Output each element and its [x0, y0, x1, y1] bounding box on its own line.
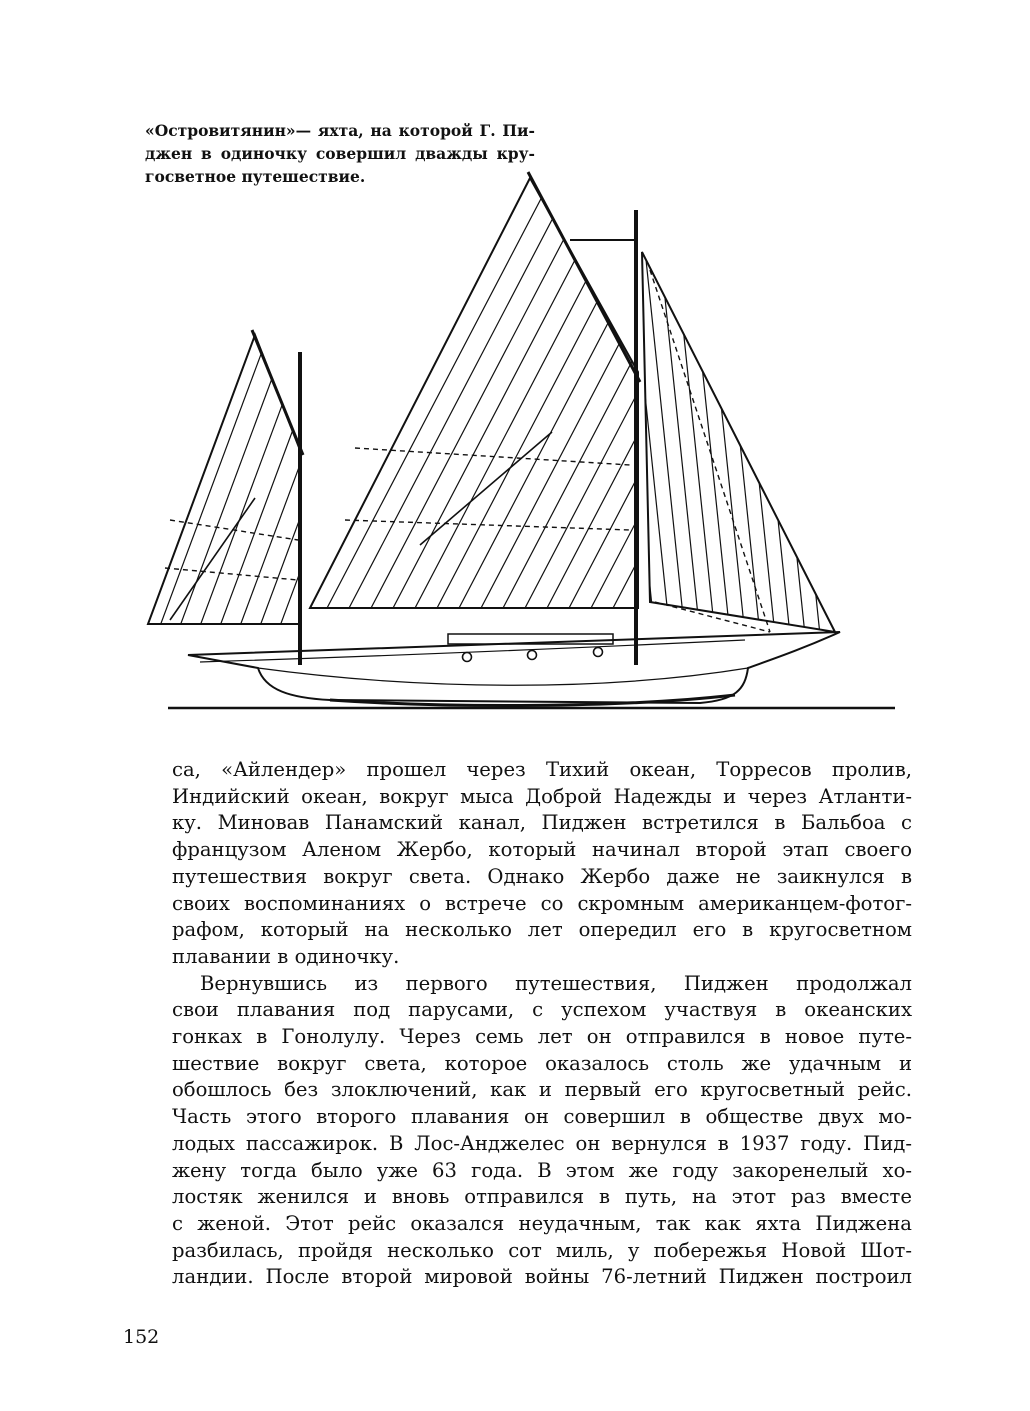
hatch-line	[675, 250, 715, 635]
text-line: Индийский океан, вокруг мыса Доброй Надежды и через Атланти-	[172, 784, 912, 808]
main-sail	[310, 178, 638, 608]
hatch-line	[660, 250, 700, 635]
text-line: ку. Миновав Панамский канал, Пиджен встретился в Бальбоа с	[172, 811, 912, 835]
hatch-line	[795, 250, 835, 635]
hatch-line	[690, 250, 730, 635]
hatch-line	[140, 330, 250, 626]
text-line: ландии. После второй мировой войны 76-летний Пиджен построил	[172, 1265, 912, 1289]
hatch-line	[645, 250, 685, 635]
hatch-line	[282, 170, 512, 610]
hatch-line	[436, 170, 666, 610]
hatch-line	[260, 330, 370, 626]
text-line: рафом, который на несколько лет опередил его в кругосветном	[172, 918, 912, 942]
hatch-line	[720, 250, 760, 635]
hatch-line	[260, 170, 490, 610]
caption-line: госветное путешествие.	[145, 167, 366, 186]
paragraph	[120, 757, 912, 971]
hatch-line	[392, 170, 622, 610]
hatch-line	[100, 330, 210, 626]
hatch-line	[735, 250, 775, 635]
hatch-line	[200, 330, 310, 626]
hatch-line	[414, 170, 644, 610]
hatch-line	[160, 330, 270, 626]
text-line: с женой. Этот рейс оказался неудачным, так как яхта Пиджена	[172, 1211, 912, 1235]
text-line: лодых пассажирок. В Лос-Анджелес он вернулся в 1937 году. Пид-	[172, 1131, 912, 1155]
hatch-line	[120, 330, 230, 626]
text-line: плавании в одиночку.	[172, 944, 400, 968]
hatch-line	[568, 170, 798, 610]
body-text	[120, 757, 912, 1291]
text-line: шествие вокруг света, которое оказалось столь же удачным и	[172, 1051, 912, 1075]
text-line: жену тогда было уже 63 года. В этом же году закоренелый хо-	[172, 1158, 912, 1182]
hatch-line	[238, 170, 468, 610]
caption-line: «Островитянин»— яхта, на которой Г. Пи-	[145, 121, 535, 140]
hatch-line	[780, 250, 820, 635]
paragraph	[120, 971, 912, 1291]
hatch-line	[458, 170, 688, 610]
hatch-line	[326, 170, 556, 610]
hatch-line	[348, 170, 578, 610]
hatch-line	[300, 330, 410, 626]
text-line: гонках в Гонолулу. Через семь лет он отправился в новое путе-	[172, 1025, 912, 1049]
hatch-line	[194, 170, 424, 610]
hatch-line	[80, 330, 190, 626]
hatch-line	[634, 170, 864, 610]
hatch-line	[60, 330, 170, 626]
caption-line: джен в одиночку совершил дважды кру-	[145, 144, 535, 163]
text-line: Часть этого второго плавания он совершил в обществе двух мо-	[172, 1105, 912, 1129]
page-number: 152	[123, 1326, 160, 1348]
main-sail-hatching	[150, 170, 886, 610]
text-line: Вернувшись из первого путешествия, Пиджен продолжал	[200, 971, 912, 995]
text-line: путешествия вокруг света. Однако Жербо даже не заикнулся в	[172, 864, 912, 888]
hatch-line	[220, 330, 330, 626]
text-line: своих воспоминаниях о встрече со скромным американцем-фотог-	[172, 891, 912, 915]
text-line: французом Аленом Жербо, который начинал второй этап своего	[172, 838, 912, 862]
hatch-line	[280, 330, 390, 626]
hull	[188, 632, 840, 703]
hatch-line	[612, 170, 842, 610]
hatch-line	[370, 170, 600, 610]
text-line: са, «Айлендер» прошел через Тихий океан, Торресов пролив,	[172, 758, 912, 781]
text-line: обошлось без злоключений, как и первый его кругосветный рейс.	[172, 1078, 912, 1102]
hatch-line	[172, 170, 402, 610]
hatch-line	[502, 170, 732, 610]
text-line: свои плавания под парусами, с успехом участвуя в океанских	[172, 998, 912, 1022]
text-line: разбилась, пройдя несколько сот миль, у побережья Новой Шот-	[172, 1238, 912, 1262]
hatch-line	[765, 250, 805, 635]
hatch-line	[150, 170, 380, 610]
hatch-line	[240, 330, 350, 626]
mizzen-sail-hatching	[60, 330, 410, 626]
hatch-line	[750, 250, 790, 635]
text-line: лостяк женился и вновь отправился в путь, на этот раз вместе	[172, 1185, 912, 1209]
